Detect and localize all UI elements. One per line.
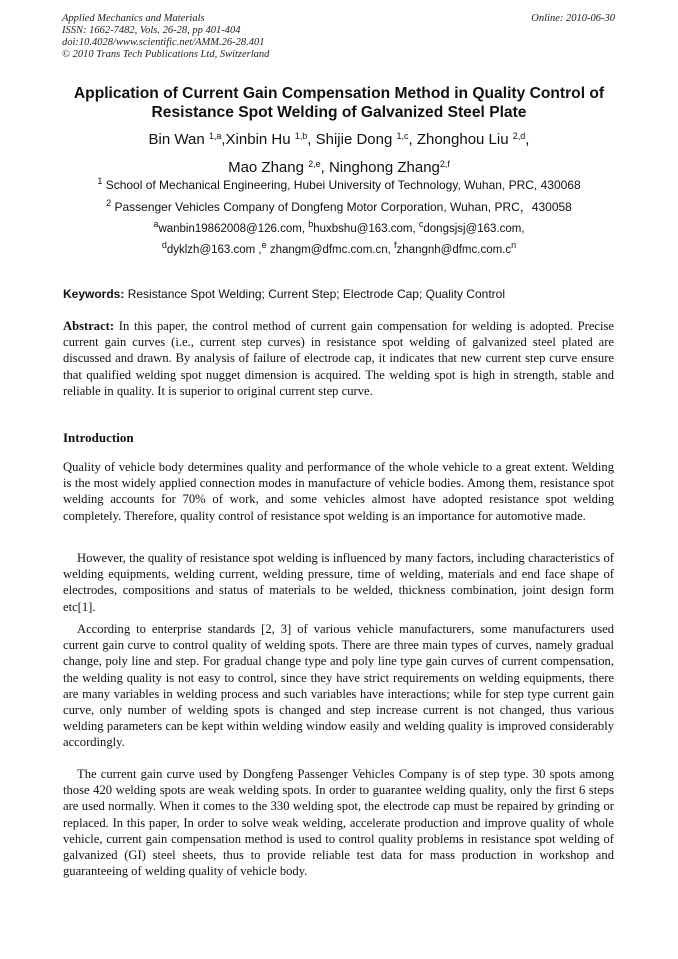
author-name: ,Xinbin Hu xyxy=(221,131,295,148)
email-address: dongsjsj@163.com, xyxy=(423,223,525,235)
author-superscript: 1,a xyxy=(208,131,222,141)
email-address: zhangnh@dfmc.com.c xyxy=(396,244,512,256)
email-marker: f xyxy=(394,240,397,250)
affiliation-1 xyxy=(30,176,648,192)
author-superscript: 1,c xyxy=(396,131,409,141)
email-address: dyklzh@163.com , xyxy=(166,244,262,256)
title-line-2: Resistance Spot Welding of Galvanized Steel Plate xyxy=(151,104,527,121)
affiliation-marker: 2 xyxy=(106,198,112,208)
title-line-1: Application of Current Gain Compensation Method in Quality Control of xyxy=(73,85,605,102)
author-name: Bin Wan xyxy=(148,131,209,148)
email-marker: c xyxy=(418,219,424,229)
email-address: wanbin19862008@126.com, xyxy=(158,223,309,235)
section-heading-introduction: Introduction xyxy=(63,430,134,445)
keywords-text: Resistance Spot Welding; Current Step; Electrode Cap; Quality Control xyxy=(124,287,505,301)
body-paragraph: However, the quality of resistance spot welding is influenced by many factors, including characteristics of welding equipments, welding current, welding pressure, time of welding, materials and end face shape of electrodes, compositions and status of materials to be welded, thickness combination, joint design form etc[1]. xyxy=(63,551,614,614)
affiliation-text: School of Mechanical Engineering, Hubei University of Technology, Wuhan, PRC, 430068 xyxy=(102,178,581,192)
journal-header xyxy=(62,13,269,61)
abstract-text: In this paper, the control method of current gain compensation for welding is adopted. Precise current gain curves (i.e., current step curves) in resistance spot welding of galvanized steel plated are discussed and drawn. By analysis of failure of electrode cap, it indicates that new current step curve ensure that qualified welding spot nugget dimension is acquired. The welding spot is high in strength, stable and reliable in quality. It is superior to original current step curve. xyxy=(63,319,614,398)
author-name: Mao Zhang xyxy=(228,159,309,176)
online-date: Online: 2010-06-30 xyxy=(531,13,615,24)
email-marker: b xyxy=(308,219,314,229)
abstract xyxy=(63,318,614,399)
author-superscript: 2,d xyxy=(512,131,526,141)
author-name: , Zhonghou Liu xyxy=(408,131,513,148)
body-paragraph: The current gain curve used by Dongfeng Passenger Vehicles Company is of step type. 30 spots among those 420 welding spots are weak welding spots. In order to guarantee welding quality, only the first 6 steps are used normally. When it comes to the 330 welding spot, the electrode cap must be repaired by grinding or replaced. In this paper, In order to solve weak welding, accelerate production and improve quality of whole vehicle, current gain compensation method is used to control quality problems in resistance spot welding of galvanized (GI) steel sheets, thus to provide reliable test data for mass production in workshop and guaranteeing of welding quality of vehicle body. xyxy=(63,767,614,879)
journal-issn: ISSN: 1662-7482, Vols. 26-28, pp 401-404 xyxy=(62,25,241,36)
keywords-label: Keywords: xyxy=(63,287,125,301)
author-superscript: 2,f xyxy=(439,159,450,169)
journal-doi: doi:10.4028/www.scientific.net/AMM.26-28.401 xyxy=(62,37,265,48)
affiliation-marker: 1 xyxy=(97,176,103,186)
journal-name: Applied Mechanics and Materials xyxy=(62,13,205,24)
affiliation-text: Passenger Vehicles Company of Dongfeng Motor Corporation, Wuhan, PRC，430058 xyxy=(111,200,572,214)
body-paragraph: According to enterprise standards [2, 3] of various vehicle manufacturers, some manufacturers used current gain curve to control quality of welding spots. There are three main types of curves, namely gradual change, poly line and step. For gradual change type and poly line type gain curves of current compensation, the welding quality is not easy to control, since they have strict requirements on welding equipments, there are many variables in welding process and such variables have interactions; while for step type current gain curve, only number of welding spots is changed and step increase current is not changed, thus various welding parameters can be kept within welding window easily and welding quality is improved considerably accordingly. xyxy=(63,622,614,750)
email-address: huxbshu@163.com, xyxy=(313,223,419,235)
author-superscript: 1,b xyxy=(294,131,308,141)
email-address: zhangm@dfmc.com.cn, xyxy=(266,244,395,256)
email-marker: a xyxy=(153,219,159,229)
author-name: , Ninghong Zhang xyxy=(320,159,440,176)
keywords xyxy=(63,287,505,301)
affiliation-2 xyxy=(30,198,648,215)
author-separator: , xyxy=(525,131,530,148)
body-paragraph: Quality of vehicle body determines quality and performance of the whole vehicle to a great extent. Welding is the most widely applied connection modes in manufacture of vehicle bodies. Among them, resistance spot welding accounts for 70% of work, and some vehicles almost have adopted resistance spot welding completely. Therefore, quality control of resistance spot welding is an importance for automotive made. xyxy=(63,460,614,523)
author-line-1 xyxy=(40,124,638,152)
email-marker: d xyxy=(161,240,167,250)
author-list xyxy=(40,124,638,180)
email-line-2 xyxy=(30,240,648,256)
paper-title xyxy=(40,84,638,122)
email-line-1 xyxy=(30,219,648,235)
author-name: , Shijie Dong xyxy=(307,131,397,148)
abstract-label: Abstract: xyxy=(63,319,115,333)
email-marker: e xyxy=(261,240,267,250)
journal-copyright: © 2010 Trans Tech Publications Ltd, Switzerland xyxy=(62,49,270,60)
email-tail-marker: n xyxy=(511,240,517,250)
author-superscript: 2,e xyxy=(308,159,321,169)
